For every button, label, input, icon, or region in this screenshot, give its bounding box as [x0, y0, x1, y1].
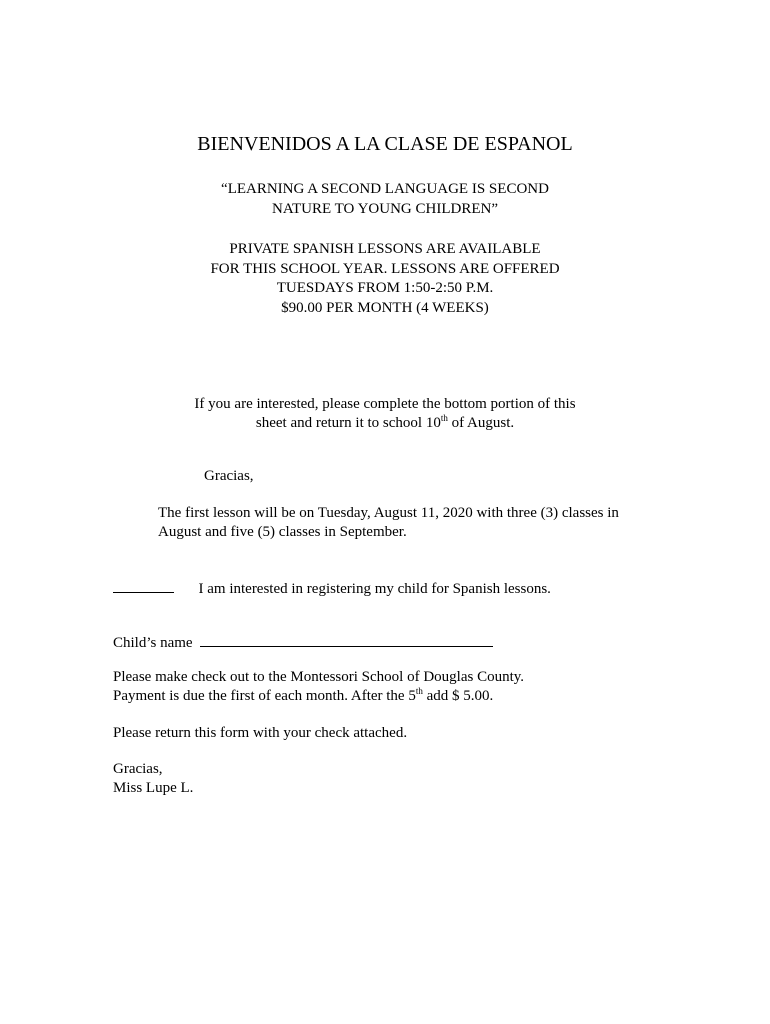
page-title: BIENVENIDOS A LA CLASE DE ESPANOL — [197, 133, 573, 155]
announcement-line-1: PRIVATE SPANISH LESSONS ARE AVAILABLE — [229, 241, 541, 257]
child-name-label: Child’s name — [113, 635, 193, 651]
first-lesson-line-1: The first lesson will be on Tuesday, August 11, 2020 with three (3) classes in — [158, 505, 619, 521]
announcement-line-4: $90.00 PER MONTH (4 WEEKS) — [281, 300, 489, 316]
announcement-line-3: TUESDAYS FROM 1:50-2:50 P.M. — [276, 280, 494, 296]
closing-greeting-1: Gracias, — [204, 468, 254, 484]
payment-line-1: Please make check out to the Montessori School of Douglas County. — [113, 669, 525, 685]
announcement-line-2: FOR THIS SCHOOL YEAR. LESSONS ARE OFFERED — [210, 261, 560, 277]
payment-text: Payment is due the first of each month. After the 5 — [113, 688, 416, 704]
interest-note-superscript: th — [440, 413, 448, 423]
payment-line-2 — [113, 687, 493, 706]
interest-note-line-1: If you are interested, please complete the bottom portion of this — [194, 396, 576, 412]
payment-text-end: add $ 5.00. — [422, 688, 494, 704]
registration-checkbox-line[interactable] — [113, 578, 174, 593]
interest-note-text-end: of August. — [447, 415, 515, 431]
child-name-row — [113, 632, 493, 653]
signature: Miss Lupe L. — [113, 780, 194, 796]
registration-statement: I am interested in registering my child for Spanish lessons. — [198, 581, 551, 597]
payment-superscript: th — [415, 686, 423, 696]
closing-greeting-2: Gracias, — [113, 761, 163, 777]
registration-row — [113, 578, 551, 599]
quote-line-1: “LEARNING A SECOND LANGUAGE IS SECOND — [221, 181, 549, 197]
child-name-field[interactable] — [200, 632, 493, 647]
first-lesson-line-2: August and five (5) classes in September. — [158, 524, 407, 540]
return-note: Please return this form with your check attached. — [113, 725, 408, 741]
quote-line-2: NATURE TO YOUNG CHILDREN” — [272, 201, 498, 217]
interest-note-line-2 — [0, 414, 770, 433]
interest-note-text: sheet and return it to school 10 — [255, 415, 441, 431]
